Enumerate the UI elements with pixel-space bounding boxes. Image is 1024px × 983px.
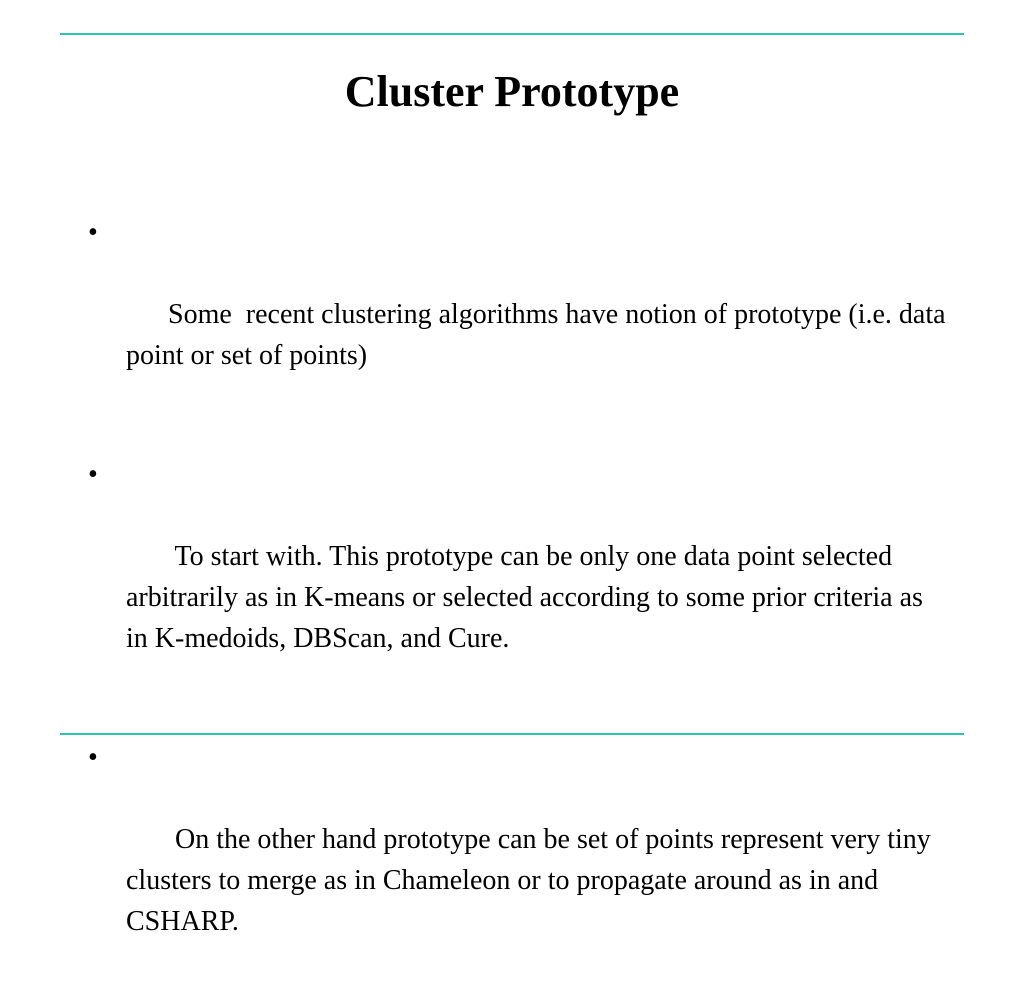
bullet-list: [88, 212, 953, 983]
top-divider-line: [60, 33, 964, 35]
bottom-divider-line: [60, 733, 964, 735]
bullet-text: On the other hand prototype can be set of points represent very tiny clusters to merge as in Chameleon or to propagate around as in and CSHARP.: [126, 824, 938, 937]
bullet-item: [88, 212, 953, 417]
bullet-text: Some recent clustering algorithms have notion of prototype (i.e. data point or set of points): [126, 299, 953, 371]
bullet-text: To start with. This prototype can be only one data point selected arbitrarily as in K-means or selected according to some prior criteria as in K-medoids, DBScan, and Cure.: [126, 541, 930, 654]
slide-title: Cluster Prototype: [344, 67, 680, 116]
bullet-item: [88, 737, 948, 983]
bullet-dot-icon: •: [88, 742, 98, 773]
bullet-dot-icon: •: [88, 459, 98, 490]
bullet-item: [88, 454, 948, 700]
bullet-dot-icon: •: [88, 217, 98, 248]
